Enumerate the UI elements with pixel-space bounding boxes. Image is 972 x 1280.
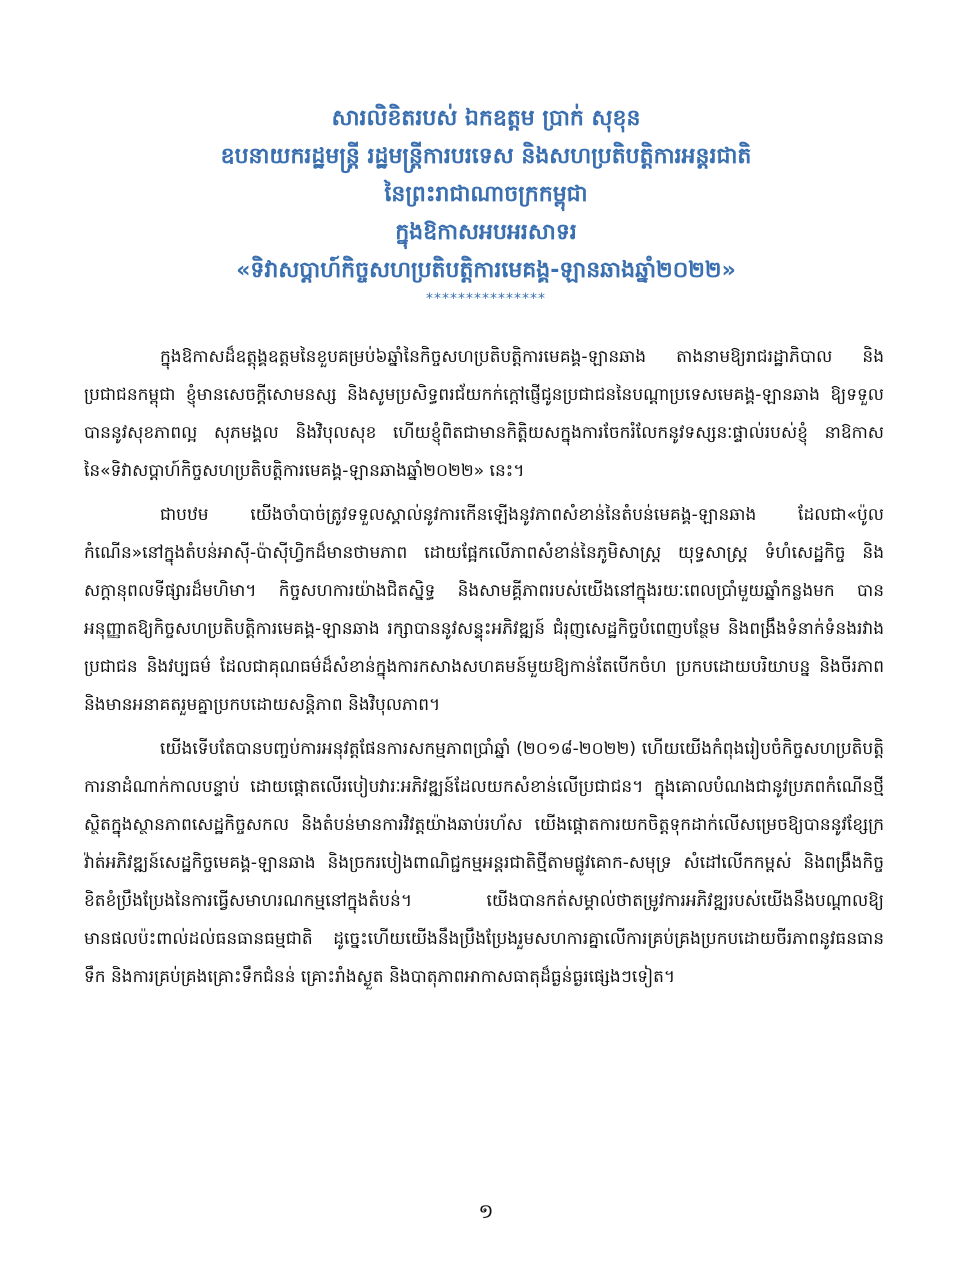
header-divider-stars: ***************	[426, 291, 546, 307]
letter-header	[100, 100, 872, 308]
header-title-occasion: ក្នុងឱកាសអបអរសាទរ	[395, 220, 577, 245]
header-title-country: នៃព្រះរាជាណាចក្រកម្ពុជា	[384, 182, 588, 207]
paragraph-2: ជាបឋម យើងចាំបាច់ត្រូវទទួលស្គាល់នូវការកើនឡើងនូវភាពសំខាន់នៃតំបន់មេគង្គ-ឡានឆាង ដែលជា«ប៉ូលកំណើន»នៅក្នុងតំបន់អាស៊ី-ប៉ាស៊ីហ្វិកដ៏មានថាមភាព ដោយផ្អែកលើភាពសំខាន់នៃភូមិសាស្រ្ត យុទ្ធសាស្រ្ត ទំហំសេដ្ឋកិច្ច និងសក្តានុពលទីផ្សារដ៏មហិមា។ កិច្ចសហការយ៉ាងជិតស្និទ្ធ និងសាមគ្គីភាពរបស់យើងនៅក្នុងរយៈពេលប្រាំមួយឆ្នាំកន្លងមក បានអនុញ្ញាតឱ្យកិច្ចសហប្រតិបត្តិការមេគង្គ-ឡានឆាង រក្សាបាននូវសន្ទុះអភិវឌ្ឍន៍ ជំរុញសេដ្ឋកិច្ចបំពេញបន្ថែម និងពង្រឹងទំនាក់ទំនងរវាងប្រជាជន និងវប្បធម៌ ដែលជាគុណធម៌ដ៏សំខាន់ក្នុងការកសាងសហគមន៍មួយឱ្យកាន់តែបើកចំហ ប្រកបដោយបរិយាបន្ន និងចីរភាព និងមានអនាគតរួមគ្នាប្រកបដោយសន្តិភាព និងវិបុលភាព។	[84, 505, 884, 715]
header-title-author: សារលិខិតរបស់ ឯកឧត្តម ប្រាក់ សុខុន	[331, 106, 641, 131]
paragraph-3: យើងទើបតែបានបញ្ចប់ការអនុវត្តផែនការសកម្មភាពប្រាំឆ្នាំ (២០១៨-២០២២) ហើយយើងកំពុងរៀបចំកិច្ចសហប្រតិបត្តិការនាដំណាក់កាលបន្ទាប់ ដោយផ្តោតលើរបៀបវារៈអភិវឌ្ឍន៍ដែលយកសំខាន់លើប្រជាជន។ ក្នុងគោលបំណងជានូវប្រភពកំណើនថ្មី ស្ថិតក្នុងស្ថានភាពសេដ្ឋកិច្ចសកល និងតំបន់មានការវិវត្តយ៉ាងឆាប់រហ័ស យើងផ្តោតការយកចិត្តទុកដាក់លើសម្រេចឱ្យបាននូវខ្សែក្រវ៉ាត់អភិវឌ្ឍន៍សេដ្ឋកិច្ចមេគង្គ-ឡានឆាង និងច្រករបៀងពាណិជ្ជកម្មអន្តរជាតិថ្មីតាមផ្លូវគោក-សមុទ្រ សំដៅលើកកម្ពស់ និងពង្រឹងកិច្ចខិតខំប្រឹងប្រែងនៃការធ្វើសមាហរណកម្មនៅក្នុងតំបន់។ យើងបានកត់សម្គាល់ថាតម្រូវការអភិវឌ្ឍរបស់យើងនឹងបណ្តាលឱ្យមានផលប៉ះពាល់ដល់ធនធានធម្មជាតិ ដូច្នេះហើយយើងនឹងប្រឹងប្រែងរួមសហការគ្នាលើការគ្រប់គ្រងប្រកបដោយចីរភាពនូវធនធានទឹក និងការគ្រប់គ្រងគ្រោះទឹកជំនន់ គ្រោះរាំងស្ងួត និងបាតុភាពអាកាសធាតុដ៏ធ្ងន់ធ្ងរផ្សេងៗទៀត។	[84, 739, 884, 987]
letter-body	[84, 338, 884, 1002]
page-number: ១	[478, 1199, 494, 1223]
header-title-event: «ទិវាសប្តាហ៍កិច្ចសហប្រតិបត្តិការមេគង្គ-ឡានឆាងឆ្នាំ២០២២»	[236, 258, 736, 283]
paragraph-1: ក្នុងឱកាសដ៏ឧត្តុង្គឧត្តមនៃខួបគម្រប់៦ឆ្នាំនៃកិច្ចសហប្រតិបត្តិការមេគង្គ-ឡានឆាង តាងនាមឱ្យរាជរដ្ឋាភិបាល និងប្រជាជនកម្ពុជា ខ្ញុំមានសេចក្តីសោមនស្ស និងសូមប្រសិទ្ធពរជ័យកក់ក្តៅផ្ញើជូនប្រជាជននៃបណ្តាប្រទេសមេគង្គ-ឡានឆាង ឱ្យទទួលបាននូវសុខភាពល្អ សុភមង្គល និងវិបុលសុខ ហើយខ្ញុំពិតជាមានកិត្តិយសក្នុងការចែករំលែកនូវទស្សនៈផ្ទាល់របស់ខ្ញុំ នាឱកាសនៃ«ទិវាសប្តាហ៍កិច្ចសហប្រតិបត្តិការមេគង្គ-ឡានឆាងឆ្នាំ២០២២» នេះ។	[84, 347, 884, 481]
header-title-position: ឧបនាយករដ្ឋមន្រ្តី រដ្ឋមន្រ្តីការបរទេស និងសហប្រតិបត្តិការអន្តរជាតិ	[220, 144, 752, 169]
